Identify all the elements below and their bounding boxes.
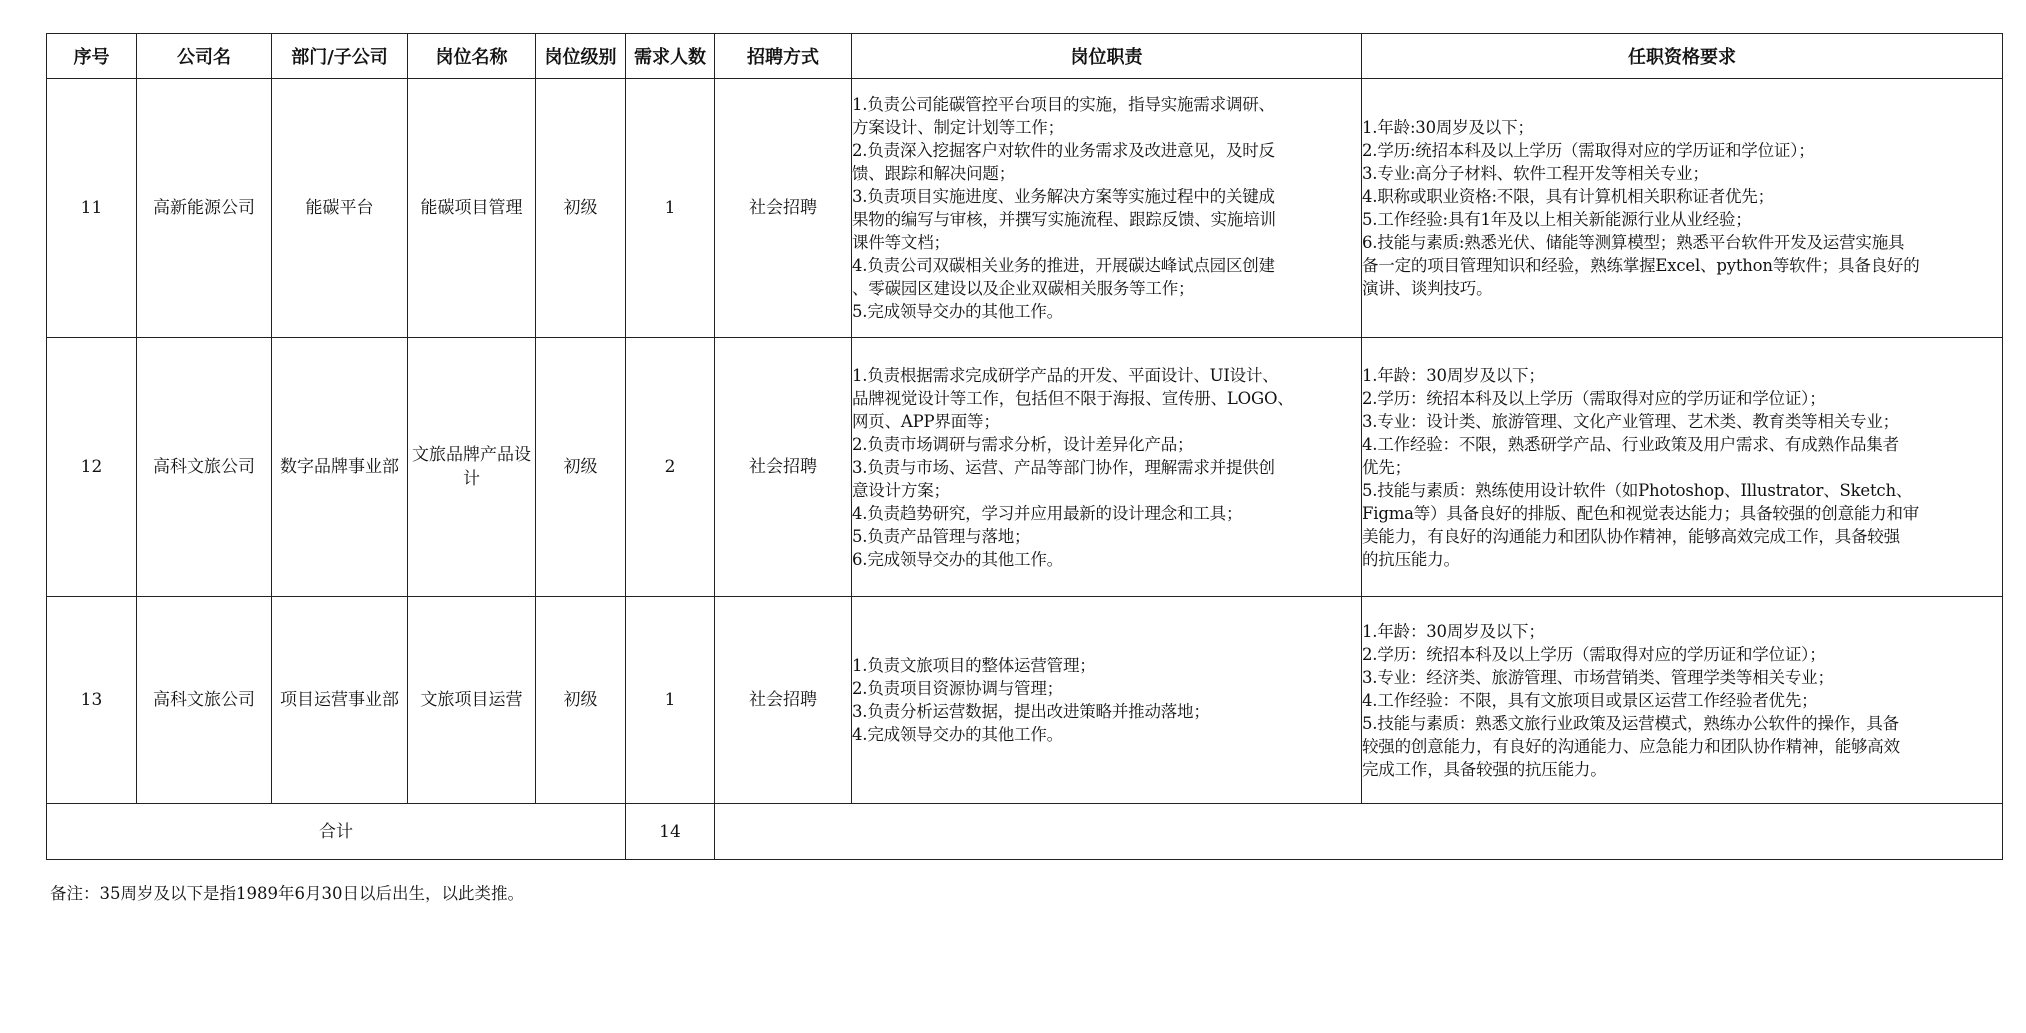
duty-line: 1.负责文旅项目的整体运营管理； — [852, 656, 1096, 675]
duty-line: 1.负责公司能碳管控平台项目的实施，指导实施需求调研、 — [852, 95, 1275, 114]
duty-line: 6.完成领导交办的其他工作。 — [852, 549, 1063, 569]
cell-count: 2 — [626, 338, 715, 597]
header-position: 岗位名称 — [408, 34, 536, 79]
duty-line: 、零碳园区建设以及企业双碳相关服务等工作； — [852, 279, 1195, 298]
duty-line: 意设计方案； — [852, 480, 950, 500]
requirement-line: 2.学历：统招本科及以上学历（需取得对应的学历证和学位证）； — [1362, 388, 1826, 408]
requirement-line: 6.技能与素质:熟悉光伏、储能等测算模型；熟悉平台软件开发及运营实施具 — [1362, 233, 1905, 252]
duty-line: 1.负责根据需求完成研学产品的开发、平面设计、UI设计、 — [852, 365, 1279, 385]
total-label: 合计 — [47, 804, 626, 860]
cell-method: 社会招聘 — [715, 338, 852, 597]
duty-line: 3.负责与市场、运营、产品等部门协作，理解需求并提供创 — [852, 457, 1275, 477]
cell-company: 高新能源公司 — [137, 79, 272, 338]
cell-method: 社会招聘 — [715, 79, 852, 338]
requirement-line: 5.工作经验:具有1年及以上相关新能源行业从业经验； — [1362, 210, 1752, 229]
duty-line: 馈、跟踪和解决问题； — [852, 164, 1016, 183]
requirement-line: 4.工作经验：不限，具有文旅项目或景区运营工作经验者优先； — [1362, 690, 1818, 710]
header-requirements: 任职资格要求 — [1362, 34, 2003, 79]
cell-requirements — [1362, 79, 2003, 338]
cell-requirements — [1362, 597, 2003, 804]
header-duties: 岗位职责 — [852, 34, 1362, 79]
duty-line: 2.负责市场调研与需求分析，设计差异化产品； — [852, 434, 1194, 454]
cell-level: 初级 — [536, 597, 626, 804]
cell-requirements — [1362, 338, 2003, 597]
requirement-line: 1.年龄:30周岁及以下； — [1362, 118, 1534, 137]
requirement-line: 3.专业:高分子材料、软件工程开发等相关专业； — [1362, 164, 1709, 183]
duty-line: 果物的编写与审核，并撰写实施流程、跟踪反馈、实施培训 — [852, 210, 1276, 229]
cell-no: 12 — [47, 338, 137, 597]
cell-position: 文旅品牌产品设计 — [408, 338, 536, 597]
duty-line: 3.负责分析运营数据，提出改进策略并推动落地； — [852, 702, 1210, 721]
requirement-line: 备一定的项目管理知识和经验，熟练掌握Excel、python等软件；具备良好的 — [1362, 256, 1920, 275]
requirement-line: 5.技能与素质：熟悉文旅行业政策及运营模式，熟练办公软件的操作，具备 — [1362, 713, 1899, 733]
requirement-line: 5.技能与素质：熟练使用设计软件（如Photoshop、Illustrator、Sketch、 — [1362, 480, 1913, 500]
duty-line: 方案设计、制定计划等工作； — [852, 118, 1064, 137]
cell-dept: 数字品牌事业部 — [272, 338, 408, 597]
cell-duties — [852, 79, 1362, 338]
duty-line: 课件等文档； — [852, 233, 950, 252]
cell-count: 1 — [626, 597, 715, 804]
cell-level: 初级 — [536, 79, 626, 338]
requirement-line: 4.工作经验：不限，熟悉研学产品、行业政策及用户需求、有成熟作品集者 — [1362, 434, 1899, 454]
header-level: 岗位级别 — [536, 34, 626, 79]
cell-dept: 项目运营事业部 — [272, 597, 408, 804]
duty-line: 5.完成领导交办的其他工作。 — [852, 302, 1063, 321]
duty-line: 品牌视觉设计等工作，包括但不限于海报、宣传册、LOGO、 — [852, 388, 1294, 408]
table-row — [47, 597, 2003, 804]
cell-count: 1 — [626, 79, 715, 338]
total-row — [47, 804, 2003, 860]
requirement-line: 3.专业：设计类、旅游管理、文化产业管理、艺术类、教育类等相关专业； — [1362, 411, 1899, 431]
cell-company: 高科文旅公司 — [137, 597, 272, 804]
footnote: 备注：35周岁及以下是指1989年6月30日以后出生，以此类推。 — [50, 884, 524, 903]
requirement-line: 优先； — [1362, 457, 1411, 477]
cell-no: 11 — [47, 79, 137, 338]
duty-line: 2.负责深入挖掘客户对软件的业务需求及改进意见，及时反 — [852, 141, 1275, 160]
duty-line: 网页、APP界面等； — [852, 411, 1000, 431]
requirement-line: Figma等）具备良好的排版、配色和视觉表达能力；具备较强的创意能力和审 — [1362, 503, 1920, 523]
duty-line: 5.负责产品管理与落地； — [852, 526, 1031, 546]
total-count: 14 — [626, 804, 715, 860]
requirement-line: 2.学历:统招本科及以上学历（需取得对应的学历证和学位证）； — [1362, 141, 1815, 160]
header-dept: 部门/子公司 — [272, 34, 408, 79]
requirement-line: 完成工作，具备较强的抗压能力。 — [1362, 759, 1607, 779]
cell-company: 高科文旅公司 — [137, 338, 272, 597]
requirement-line: 4.职称或职业资格:不限，具有计算机相关职称证者优先； — [1362, 187, 1774, 206]
header-row — [47, 34, 2003, 79]
table-row — [47, 79, 2003, 338]
requirement-line: 2.学历：统招本科及以上学历（需取得对应的学历证和学位证）； — [1362, 644, 1826, 664]
requirement-line: 3.专业：经济类、旅游管理、市场营销类、管理学类等相关专业； — [1362, 667, 1834, 687]
duty-line: 3.负责项目实施进度、业务解决方案等实施过程中的关键成 — [852, 187, 1275, 206]
requirement-line: 演讲、谈判技巧。 — [1362, 279, 1493, 298]
requirement-line: 1.年龄：30周岁及以下； — [1362, 621, 1545, 641]
duty-line: 4.完成领导交办的其他工作。 — [852, 725, 1063, 744]
header-count: 需求人数 — [626, 34, 715, 79]
total-empty-cell — [715, 804, 2003, 860]
cell-no: 13 — [47, 597, 137, 804]
header-method: 招聘方式 — [715, 34, 852, 79]
table-row — [47, 338, 2003, 597]
requirement-line: 1.年龄：30周岁及以下； — [1362, 365, 1545, 385]
duty-line: 2.负责项目资源协调与管理； — [852, 679, 1063, 698]
requirement-line: 较强的创意能力，有良好的沟通能力、应急能力和团队协作精神，能够高效 — [1362, 736, 1900, 756]
cell-duties — [852, 597, 1362, 804]
requirement-line: 的抗压能力。 — [1362, 549, 1460, 569]
cell-position: 文旅项目运营 — [408, 597, 536, 804]
duty-line: 4.负责公司双碳相关业务的推进，开展碳达峰试点园区创建 — [852, 256, 1275, 275]
cell-level: 初级 — [536, 338, 626, 597]
header-no: 序号 — [47, 34, 137, 79]
requirement-line: 美能力，有良好的沟通能力和团队协作精神，能够高效完成工作，具备较强 — [1362, 526, 1900, 546]
header-company: 公司名 — [137, 34, 272, 79]
recruitment-table — [46, 33, 2003, 860]
cell-method: 社会招聘 — [715, 597, 852, 804]
cell-duties — [852, 338, 1362, 597]
cell-dept: 能碳平台 — [272, 79, 408, 338]
duty-line: 4.负责趋势研究，学习并应用最新的设计理念和工具； — [852, 503, 1243, 523]
cell-position: 能碳项目管理 — [408, 79, 536, 338]
